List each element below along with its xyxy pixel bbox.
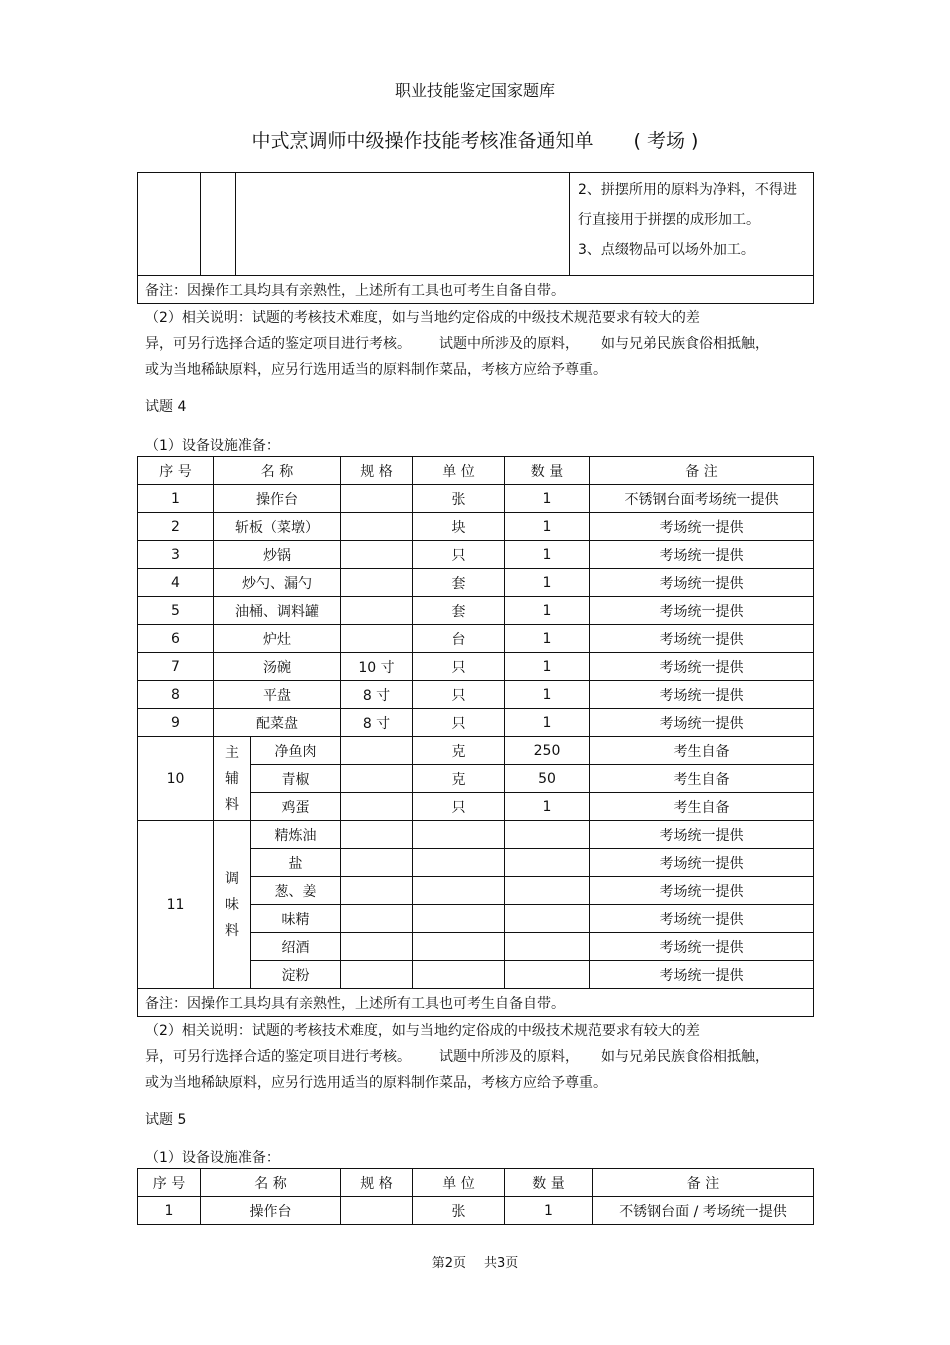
cell-qty: 1 — [505, 485, 590, 513]
cell-qty: 1 — [505, 569, 590, 597]
cell-qty — [505, 905, 590, 933]
explanation-part: 试题中所涉及的原料， — [439, 1049, 579, 1065]
cell-no: 10 — [138, 737, 214, 821]
cell-name: 青椒 — [251, 765, 341, 793]
cell-qty: 50 — [505, 765, 590, 793]
table-row — [138, 541, 814, 569]
explanation-line: 或为当地稀缺原料，应另行选用适当的原料制作菜品，考核方应给予尊重。 — [145, 362, 607, 378]
cell-no: 9 — [138, 709, 214, 737]
explanation-line: （2）相关说明：试题的考核技术难度，如与当地约定俗成的中级技术规范要求有较大的差 — [145, 1023, 700, 1039]
cell-qty: 1 — [505, 681, 590, 709]
table-row — [138, 737, 814, 765]
page-number: 第2页 — [431, 1256, 466, 1271]
note-line: 3、点缀物品可以场外加工。 — [578, 242, 755, 258]
cell-qty: 1 — [505, 513, 590, 541]
header-cell: 备 注 — [590, 457, 814, 485]
group-label — [214, 821, 251, 989]
q5-title: 试题 5 — [145, 1112, 187, 1128]
cell-spec — [341, 485, 413, 513]
cell-name: 炉灶 — [214, 625, 341, 653]
group-label-char: 味 — [225, 896, 239, 913]
cell-unit: 块 — [413, 513, 505, 541]
cell-unit: 只 — [413, 541, 505, 569]
cell-unit: 套 — [413, 569, 505, 597]
table-row — [138, 569, 814, 597]
cell-note: 考生自备 — [590, 793, 814, 821]
header-cell: 数 量 — [505, 457, 590, 485]
explanation-part: 如与兄弟民族食俗相抵触， — [601, 336, 769, 352]
table-row — [138, 653, 814, 681]
cell-unit — [413, 933, 505, 961]
cell-spec — [341, 765, 413, 793]
continuation-table — [137, 172, 814, 304]
cell-spec — [341, 961, 413, 989]
cell-unit — [413, 821, 505, 849]
cell-name: 净鱼肉 — [251, 737, 341, 765]
q4-equipment-table — [137, 456, 814, 1017]
cell-spec — [341, 513, 413, 541]
cell-name: 操作台 — [214, 485, 341, 513]
cell-no: 1 — [138, 485, 214, 513]
cell-note: 考场统一提供 — [590, 513, 814, 541]
explanation-part: 试题中所涉及的原料， — [439, 336, 579, 352]
cell-name: 配菜盘 — [214, 709, 341, 737]
group-label-char: 料 — [225, 922, 239, 939]
cell-no: 2 — [138, 513, 214, 541]
cell-note: 不锈钢台面 / 考场统一提供 — [593, 1197, 814, 1225]
cell-name: 盐 — [251, 849, 341, 877]
cell-unit — [413, 905, 505, 933]
cell-qty: 250 — [505, 737, 590, 765]
cell-name: 鸡蛋 — [251, 793, 341, 821]
notes-cell — [570, 173, 814, 276]
cell-unit: 张 — [413, 1197, 505, 1225]
cell-note: 考生自备 — [590, 765, 814, 793]
cell-spec — [341, 597, 413, 625]
cell-qty — [505, 933, 590, 961]
table-cell — [138, 173, 201, 276]
cell-note: 考场统一提供 — [590, 569, 814, 597]
cell-no: 6 — [138, 625, 214, 653]
explanation-line — [145, 333, 769, 353]
cell-spec — [341, 737, 413, 765]
cell-name: 精炼油 — [251, 821, 341, 849]
cell-name: 油桶、调料罐 — [214, 597, 341, 625]
cell-unit: 克 — [413, 765, 505, 793]
cell-unit: 台 — [413, 625, 505, 653]
cell-spec: 8 寸 — [341, 681, 413, 709]
explanation-line: （2）相关说明：试题的考核技术难度，如与当地约定俗成的中级技术规范要求有较大的差 — [145, 310, 700, 326]
header-cell: 数 量 — [505, 1169, 593, 1197]
q5-equipment-table — [137, 1168, 814, 1225]
explanation-line — [145, 1046, 769, 1066]
cell-spec: 8 寸 — [341, 709, 413, 737]
cell-name: 淀粉 — [251, 961, 341, 989]
cell-note: 考场统一提供 — [590, 905, 814, 933]
header-cell: 名 称 — [214, 457, 341, 485]
cell-no: 4 — [138, 569, 214, 597]
header-cell: 规 格 — [341, 457, 413, 485]
table-row — [138, 709, 814, 737]
cell-spec — [341, 849, 413, 877]
cell-unit: 套 — [413, 597, 505, 625]
table-row — [138, 625, 814, 653]
note-line: 2、拼摆所用的原料为净料，不得进行直接用于拼摆的成形加工。 — [578, 182, 797, 228]
cell-qty: 1 — [505, 793, 590, 821]
cell-unit: 只 — [413, 793, 505, 821]
cell-no: 3 — [138, 541, 214, 569]
form-title-main: 中式烹调师中级操作技能考核准备通知单 — [251, 130, 594, 152]
page-total: 共3页 — [484, 1256, 519, 1271]
cell-no: 7 — [138, 653, 214, 681]
table-row — [138, 681, 814, 709]
cell-qty: 1 — [505, 653, 590, 681]
cell-name: 平盘 — [214, 681, 341, 709]
form-title-suffix: ( 考场 ) — [633, 130, 699, 152]
cell-note: 考场统一提供 — [590, 597, 814, 625]
cell-qty: 1 — [505, 1197, 593, 1225]
remark-cell: 备注：因操作工具均具有亲熟性，上述所有工具也可考生自备自带。 — [138, 276, 814, 304]
q4-subtitle: （1）设备设施准备： — [145, 438, 280, 454]
cell-spec — [341, 541, 413, 569]
table-row — [138, 821, 814, 849]
table-cell — [236, 173, 570, 276]
cell-note: 考场统一提供 — [590, 821, 814, 849]
cell-note: 考场统一提供 — [590, 709, 814, 737]
cell-spec — [341, 1197, 413, 1225]
cell-note: 考场统一提供 — [590, 625, 814, 653]
cell-unit — [413, 877, 505, 905]
cell-no: 5 — [138, 597, 214, 625]
cell-qty: 1 — [505, 709, 590, 737]
cell-no: 1 — [138, 1197, 201, 1225]
cell-spec — [341, 625, 413, 653]
group-label-char: 辅 — [225, 770, 239, 787]
table-row — [138, 485, 814, 513]
cell-note: 考场统一提供 — [590, 653, 814, 681]
header-row — [138, 457, 814, 485]
form-title — [0, 126, 950, 153]
cell-note: 考场统一提供 — [590, 961, 814, 989]
cell-unit: 只 — [413, 653, 505, 681]
header-cell: 序 号 — [138, 457, 214, 485]
cell-qty — [505, 961, 590, 989]
remark-row — [138, 989, 814, 1017]
cell-note: 考场统一提供 — [590, 541, 814, 569]
header-cell: 单 位 — [413, 457, 505, 485]
header-cell: 名 称 — [201, 1169, 341, 1197]
q4-title: 试题 4 — [145, 399, 187, 415]
cell-spec — [341, 933, 413, 961]
cell-name: 斩板（菜墩） — [214, 513, 341, 541]
header-cell: 单 位 — [413, 1169, 505, 1197]
cell-qty: 1 — [505, 541, 590, 569]
header-cell: 规 格 — [341, 1169, 413, 1197]
cell-note: 考场统一提供 — [590, 877, 814, 905]
explanation-part: 如与兄弟民族食俗相抵触， — [601, 1049, 769, 1065]
cell-qty: 1 — [505, 597, 590, 625]
q5-subtitle: （1）设备设施准备： — [145, 1150, 280, 1166]
cell-unit — [413, 849, 505, 877]
cell-spec — [341, 793, 413, 821]
cell-name: 操作台 — [201, 1197, 341, 1225]
page-footer — [0, 1252, 950, 1271]
group-label-char: 调 — [225, 870, 239, 887]
remark-cell: 备注：因操作工具均具有亲熟性，上述所有工具也可考生自备自带。 — [138, 989, 814, 1017]
group-label-char: 料 — [225, 796, 239, 813]
header-cell: 序 号 — [138, 1169, 201, 1197]
cell-note: 考场统一提供 — [590, 681, 814, 709]
cell-name: 葱、姜 — [251, 877, 341, 905]
explanation-part: 异，可另行选择合适的鉴定项目进行考核。 — [145, 1049, 411, 1065]
table-cell — [201, 173, 236, 276]
header-cell: 备 注 — [593, 1169, 814, 1197]
table-row — [138, 1197, 814, 1225]
cell-unit: 只 — [413, 709, 505, 737]
cell-note: 考生自备 — [590, 737, 814, 765]
cell-name: 炒勺、漏勺 — [214, 569, 341, 597]
table-row — [138, 513, 814, 541]
cell-name: 味精 — [251, 905, 341, 933]
cell-spec: 10 寸 — [341, 653, 413, 681]
cell-unit — [413, 961, 505, 989]
cell-note: 考场统一提供 — [590, 849, 814, 877]
group-label-char: 主 — [225, 744, 239, 761]
group-label — [214, 737, 251, 821]
cell-name: 炒锅 — [214, 541, 341, 569]
cell-qty — [505, 877, 590, 905]
cell-qty — [505, 821, 590, 849]
cell-spec — [341, 905, 413, 933]
cell-unit: 只 — [413, 681, 505, 709]
table-row — [138, 597, 814, 625]
cell-note: 考场统一提供 — [590, 933, 814, 961]
cell-note: 不锈钢台面考场统一提供 — [590, 485, 814, 513]
header-row — [138, 1169, 814, 1197]
cell-spec — [341, 569, 413, 597]
cell-no: 11 — [138, 821, 214, 989]
explanation-part: 异，可另行选择合适的鉴定项目进行考核。 — [145, 336, 411, 352]
cell-name: 绍酒 — [251, 933, 341, 961]
cell-unit: 克 — [413, 737, 505, 765]
cell-no: 8 — [138, 681, 214, 709]
cell-spec — [341, 821, 413, 849]
explanation-line: 或为当地稀缺原料，应另行选用适当的原料制作菜品，考核方应给予尊重。 — [145, 1075, 607, 1091]
cell-unit: 张 — [413, 485, 505, 513]
cell-qty — [505, 849, 590, 877]
bank-title: 职业技能鉴定国家题库 — [394, 81, 555, 100]
cell-spec — [341, 877, 413, 905]
cell-qty: 1 — [505, 625, 590, 653]
cell-name: 汤碗 — [214, 653, 341, 681]
